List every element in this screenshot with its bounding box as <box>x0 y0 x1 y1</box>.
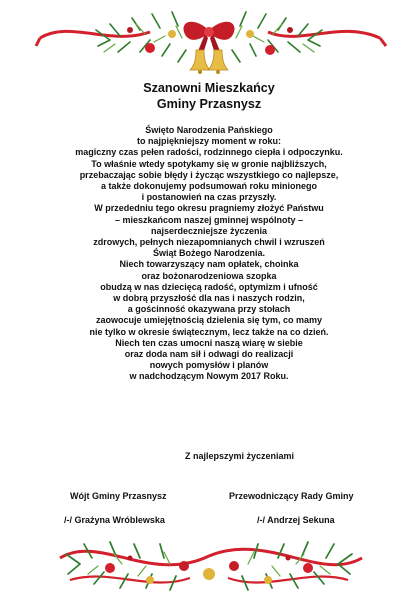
body-line: a także dokonujemy podsumowań roku minionego <box>100 181 318 192</box>
body-line: nowych pomysłów i planów <box>149 360 269 371</box>
body-line: oraz doda nam sił i odwagi do realizacji <box>124 349 294 360</box>
body-line: magiczny czas pełen radości, rodzinnego ciepła i odpoczynku. <box>75 147 343 158</box>
body-line: W przededniu tego okresu pragniemy złożyć Państwu <box>94 203 324 214</box>
body-line: najserdeczniejsze życzenia <box>150 225 268 236</box>
signature-right-title: Przewodniczący Rady Gminy <box>229 491 354 501</box>
bottom-christmas-garland <box>0 528 418 600</box>
body-line: w dobrą przyszłość dla nas i naszych rodzin, <box>113 293 305 304</box>
body-line: Niech ten czas umocni naszą wiarę w siebie <box>115 337 303 348</box>
body-line: w nadchodzącym Nowym 2017 Roku. <box>129 371 289 382</box>
body-line: zdrowych, pełnych niezapomnianych chwil i wzruszeń <box>93 237 325 248</box>
body-line: a gościnność okazywana przy stołach <box>127 304 291 315</box>
body-line: to najpiękniejszy moment w roku: <box>136 136 282 147</box>
body-line: Święto Narodzenia Pańskiego <box>145 125 273 135</box>
body-line: Świąt Bożego Narodzenia. <box>152 248 266 259</box>
body-line: To właśnie wtedy spotykamy się w gronie najbliższych, <box>91 158 327 169</box>
closing-wishes: Z najlepszymi życzeniami <box>185 451 295 461</box>
signature-right-name: /-/ Andrzej Sekuna <box>257 515 335 525</box>
greeting-title-line-2: Gminy Przasnysz <box>156 97 262 111</box>
body-line: zaowocuje umiejętnością dzielenia się tym, co mamy <box>95 315 323 326</box>
body-line: Niech towarzyszący nam opłatek, choinka <box>119 259 299 270</box>
body-line: nie tylko w okresie świątecznym, lecz także na co dzień. <box>89 326 329 337</box>
signature-left-name: /-/ Grażyna Wróblewska <box>64 515 165 525</box>
body-line: przebaczając sobie błędy i życząc wszystkiego co najlepsze, <box>79 169 339 180</box>
signature-left-title: Wójt Gminy Przasnysz <box>70 491 167 501</box>
body-line: oraz bożonarodzeniowa szopka <box>141 270 277 281</box>
greeting-body <box>14 125 404 383</box>
greeting-title-line-1: Szanowni Mieszkańcy <box>143 81 275 95</box>
body-line: – mieszkańcom naszej gminnej wspólnoty – <box>114 214 304 225</box>
body-line: i postanowień na czas przyszły. <box>141 192 277 203</box>
body-line: obudzą w nas dziecięcą radość, optymizm i ufność <box>100 281 318 292</box>
top-christmas-garland <box>0 0 418 80</box>
